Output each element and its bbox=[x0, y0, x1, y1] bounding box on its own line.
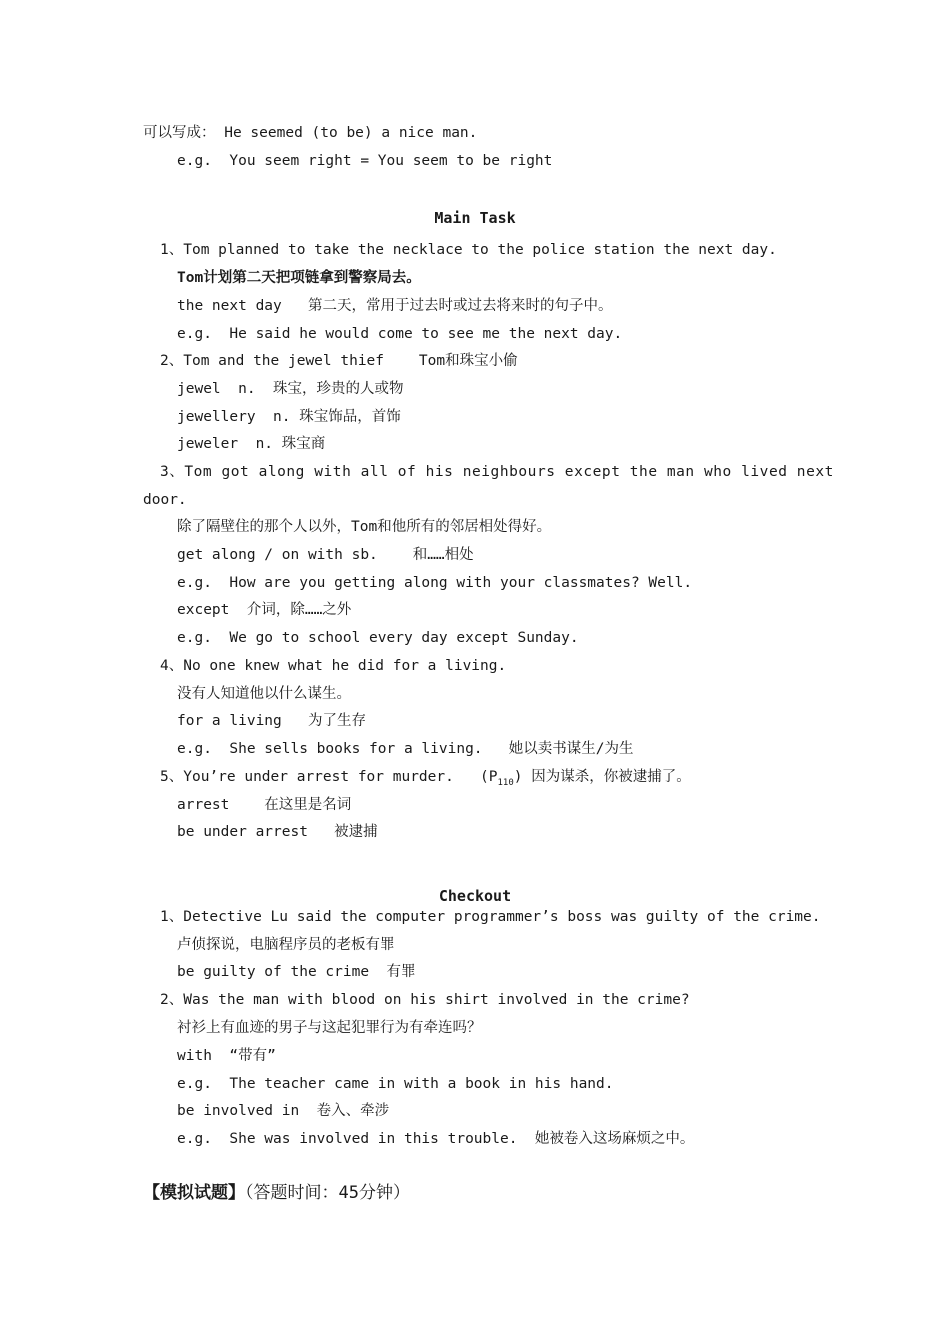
translation-line: 卢侦探说，电脑程序员的老板有罪 bbox=[177, 937, 395, 953]
note-line: be guilty of the crime 有罪 bbox=[177, 964, 416, 980]
mock-test-title: 【模拟试题】 bbox=[143, 1183, 245, 1203]
mock-test-heading bbox=[143, 1182, 410, 1204]
translation-line: 衬衫上有血迹的男子与这起犯罪行为有牵连吗？ bbox=[177, 1020, 482, 1036]
note-line: with “带有” bbox=[177, 1048, 276, 1064]
translation-line: 除了隔壁住的那个人以外，Tom和他所有的邻居相处得好。 bbox=[177, 519, 552, 535]
page-subscript: 110 bbox=[497, 777, 514, 788]
main-task-heading: Main Task bbox=[434, 209, 516, 227]
intro-line-1: 可以写成： He seemed (to be) a nice man. bbox=[143, 125, 478, 141]
intro-example: e.g. You seem right = You seem to be right bbox=[177, 153, 553, 169]
example-line: e.g. She was involved in this trouble. 她被卷入这场麻烦之中。 bbox=[177, 1131, 695, 1147]
example-line: e.g. She sells books for a living. 她以卖书谋生/为生 bbox=[177, 741, 634, 757]
checkout-item-1: 1、Detective Lu said the computer programmer’s boss was guilty of the crime. bbox=[160, 909, 821, 925]
note-line: the next day 第二天，常用于过去时或过去将来时的句子中。 bbox=[177, 298, 613, 314]
note-line: except 介词，除……之外 bbox=[177, 602, 352, 618]
main-task-item-2: 2、Tom and the jewel thief Tom和珠宝小偷 bbox=[160, 353, 518, 369]
main-task-item-4: 4、No one knew what he did for a living. bbox=[160, 658, 507, 674]
example-line: e.g. He said he would come to see me the next day. bbox=[177, 326, 623, 342]
note-line: for a living 为了生存 bbox=[177, 713, 366, 729]
main-task-item-1: 1、Tom planned to take the necklace to the police station the next day. bbox=[160, 242, 777, 258]
mock-test-time: （答题时间：45分钟） bbox=[245, 1183, 410, 1203]
vocab-line: jewellery n. 珠宝饰品，首饰 bbox=[177, 409, 401, 425]
note-line: be involved in 卷入、牵涉 bbox=[177, 1103, 390, 1119]
example-line: e.g. How are you getting along with your classmates? Well. bbox=[177, 575, 693, 591]
main-task-item-3: 3、Tom got along with all of his neighbours except the man who lived next bbox=[160, 464, 834, 480]
note-line: arrest 在这里是名词 bbox=[177, 797, 352, 813]
main-task-item-3-cont: door. bbox=[143, 492, 187, 508]
checkout-item-2: 2、Was the man with blood on his shirt involved in the crime? bbox=[160, 992, 690, 1008]
vocab-line: jeweler n. 珠宝商 bbox=[177, 436, 326, 452]
note-line: be under arrest 被逮捕 bbox=[177, 824, 378, 840]
translation-line: 没有人知道他以什么谋生。 bbox=[177, 686, 351, 702]
note-line: get along / on with sb. 和……相处 bbox=[177, 547, 474, 563]
translation-line: Tom计划第二天把项链拿到警察局去。 bbox=[177, 270, 421, 286]
checkout-heading: Checkout bbox=[438, 887, 512, 905]
example-line: e.g. The teacher came in with a book in his hand. bbox=[177, 1076, 614, 1092]
main-task-item-5: 5、You’re under arrest for murder. $(P_{110})$ 因为谋杀，你被逮捕了。 bbox=[160, 769, 691, 788]
example-line: e.g. We go to school every day except Sunday. bbox=[177, 630, 579, 646]
vocab-line: jewel n. 珠宝，珍贵的人或物 bbox=[177, 381, 404, 397]
